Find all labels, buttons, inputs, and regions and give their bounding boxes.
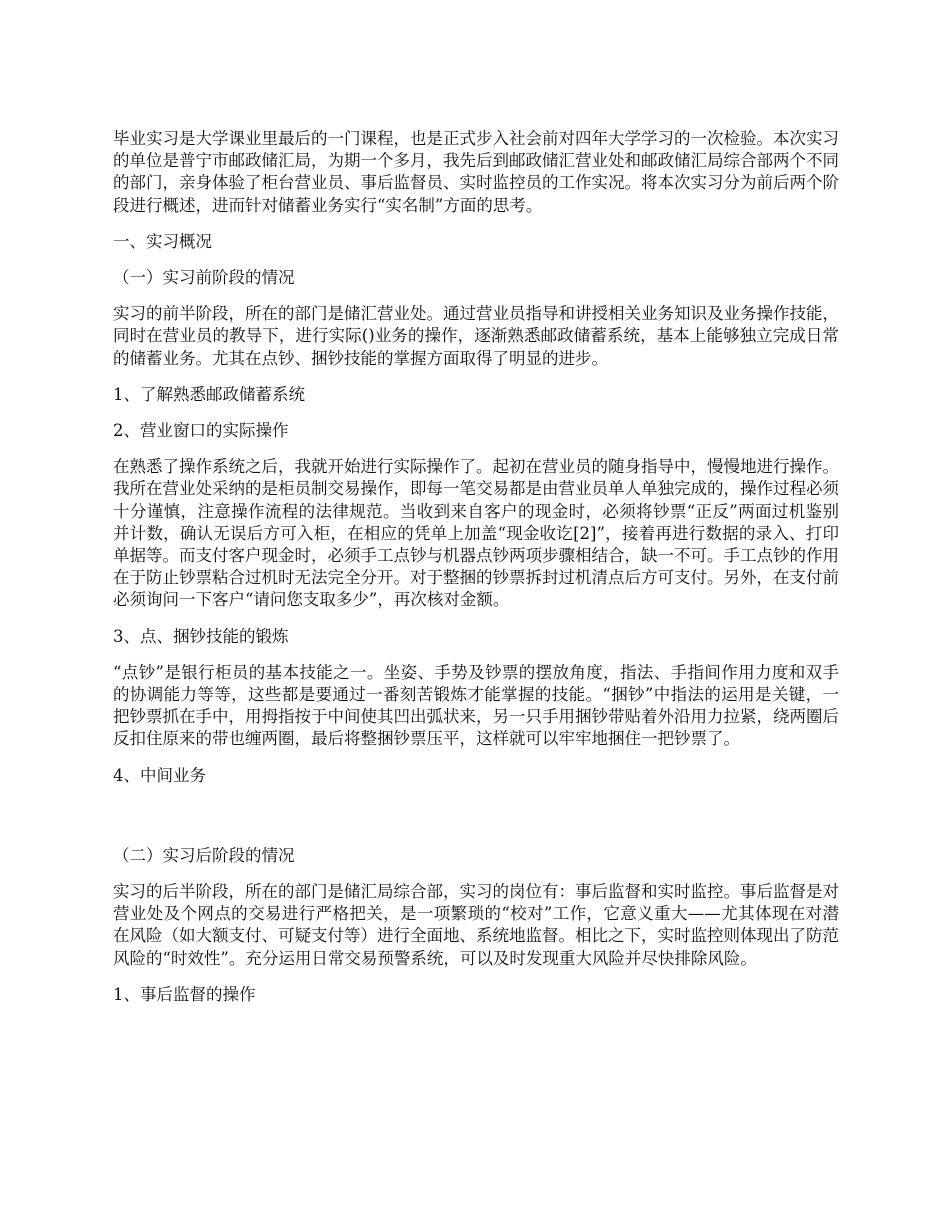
subsection-heading-second-stage: （二）实习后阶段的情况 bbox=[113, 845, 295, 865]
intro-paragraph: 毕业实习是大学课业里最后的一门课程，也是正式步入社会前对四年大学学习的一次检验。本次实习的单位是普宁市邮政储汇局，为期一个多月，我先后到邮政储汇营业处和邮政储汇局综合部两个不同的部门，亲身体验了柜台营业员、事后监督员、实时监控员的工作实况。将本次实习分为前后两个阶段进行概述，进而针对储蓄业务实行“实名制”方面的思考。 bbox=[113, 129, 839, 215]
item-heading-counting-skills: 3、点、捆钞技能的锻炼 bbox=[113, 626, 289, 646]
counting-skills-paragraph: “点钞”是银行柜员的基本技能之一。坐姿、手势及钞票的摆放角度，指法、手指间作用力度和双手的协调能力等等，这些都是要通过一番刻苦锻炼才能掌握的技能。“捆钞”中指法的运用是关键，一把钞票抓在手中，用拇指按于中间使其凹出弧状来，另一只手用捆钞带贴着外沿用力拉紧，绕两圈后反扣住原来的带也缠两圈，最后将整捆钞票压平，这样就可以牢牢地捆住一把钞票了。 bbox=[113, 662, 839, 749]
document-page bbox=[113, 128, 839, 1020]
blank-space bbox=[113, 801, 839, 845]
counter-operation-paragraph: 在熟悉了操作系统之后，我就开始进行实际操作了。起初在营业员的随身指导中，慢慢地进行操作。我所在营业处采纳的是柜员制交易操作，即每一笔交易都是由营业员单人单独完成的，操作过程必须十分谨慎，注意操作流程的法律规范。当收到来自客户的现金时，必须将钞票“正反”两面过机鉴别并计数，确认无误后方可入柜，在相应的凭单上加盖“现金收讫[2]”，接着再进行数据的录入、打印单据等。而支付客户现金时，必须手工点钞与机器点钞两项步骤相结合，缺一不可。手工点钞的作用在于防止钞票粘合过机时无法完全分开。对于整捆的钞票拆封过机清点后方可支付。另外，在支付前必须询问一下客户“请问您支取多少”，再次核对金额。 bbox=[113, 457, 839, 610]
section-heading-overview: 一、实习概况 bbox=[113, 231, 212, 251]
item-heading-post-supervision: 1、事后监督的操作 bbox=[113, 984, 256, 1004]
item-heading-intermediate-business: 4、中间业务 bbox=[113, 765, 206, 785]
subsection-heading-first-stage: （一）实习前阶段的情况 bbox=[113, 268, 295, 288]
item-heading-counter-operation: 2、营业窗口的实际操作 bbox=[113, 421, 289, 441]
second-stage-paragraph: 实习的后半阶段，所在的部门是储汇局综合部，实习的岗位有：事后监督和实时监控。事后监督是对营业处及个网点的交易进行严格把关，是一项繁琐的“校对”工作，它意义重大——尤其体现在对潜在风险（如大额支付、可疑支付等）进行全面地、系统地监督。相比之下，实时监控则体现出了防范风险的“时效性”。充分运用日常交易预警系统，可以及时发现重大风险并尽快排除风险。 bbox=[113, 882, 839, 968]
first-stage-paragraph: 实习的前半阶段，所在的部门是储汇营业处。通过营业员指导和讲授相关业务知识及业务操作技能，同时在营业员的教导下，进行实际()业务的操作，逐渐熟悉邮政储蓄系统，基本上能够独立完成日常的储蓄业务。尤其在点钞、捆钞技能的掌握方面取得了明显的进步。 bbox=[113, 304, 839, 368]
item-heading-system: 1、了解熟悉邮政储蓄系统 bbox=[113, 384, 305, 404]
